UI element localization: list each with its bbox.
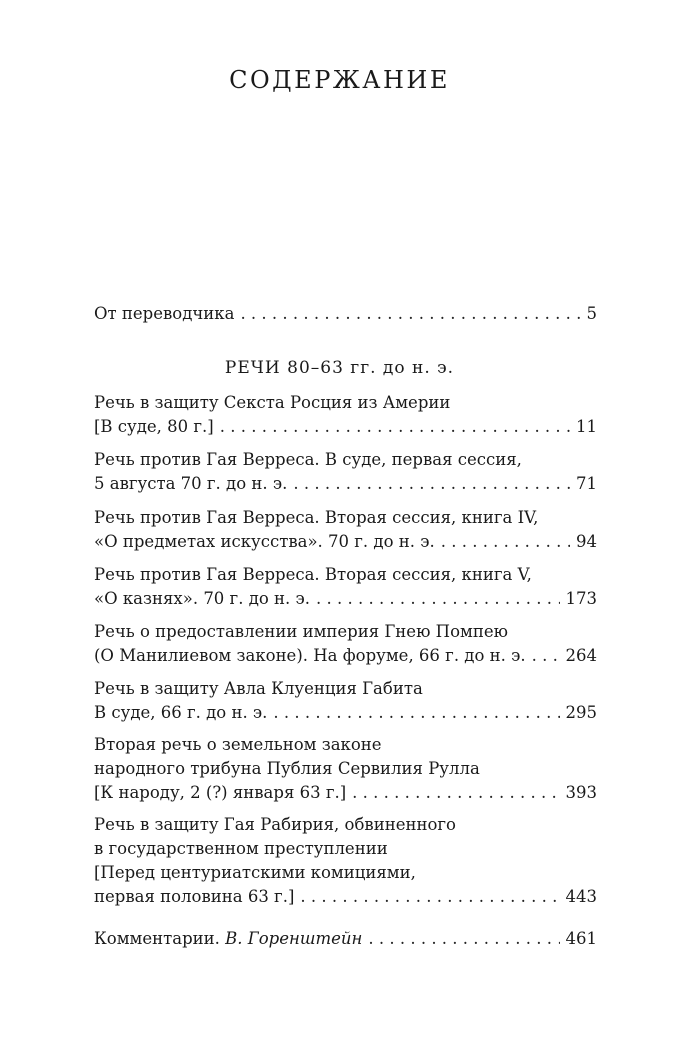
toc-page-number: 461 bbox=[565, 929, 597, 948]
toc-entry-title-line: Речь против Гая Верреса. Вторая сессия, книга V, bbox=[94, 565, 532, 584]
toc-entry-title-line: В суде, 66 г. до н. э. bbox=[94, 703, 268, 722]
toc-entry[interactable] bbox=[94, 733, 597, 805]
toc-page-number: 5 bbox=[586, 304, 597, 323]
toc-entry-title-line: Речь о предоставлении империя Гнею Помпею bbox=[94, 622, 508, 641]
commentary-label: Комментарии. bbox=[94, 929, 220, 948]
toc-page-number: 393 bbox=[565, 783, 597, 802]
toc-entry-title-line: Речь в защиту Секста Росция из Америи bbox=[94, 393, 451, 412]
toc-entry-title-line: в государственном преступлении bbox=[94, 839, 388, 858]
toc-page-number: 71 bbox=[576, 474, 597, 493]
toc-entry-title-line: «О казнях». 70 г. до н. э. bbox=[94, 589, 310, 608]
toc-entry-title-line: 5 августа 70 г. до н. э. bbox=[94, 474, 288, 493]
leader-dots bbox=[300, 885, 559, 909]
commentary-author: В. Горенштейн bbox=[225, 929, 363, 948]
leader-dots bbox=[273, 701, 559, 725]
toc-entry-title-line: Вторая речь о земельном законе bbox=[94, 735, 382, 754]
toc-entry-title-line: первая половина 63 г.] bbox=[94, 887, 295, 906]
toc-entry[interactable] bbox=[94, 813, 597, 909]
toc-page-number: 264 bbox=[565, 646, 597, 665]
leader-dots bbox=[293, 472, 570, 496]
toc-entry-translator-preface[interactable] bbox=[94, 302, 597, 326]
toc-entry-title-line: [К народу, 2 (?) января 63 г.] bbox=[94, 783, 347, 802]
toc-entry[interactable] bbox=[94, 620, 597, 668]
leader-dots bbox=[352, 781, 559, 805]
toc-entry-title-line: [Перед центуриатскими комициями, bbox=[94, 863, 416, 882]
leader-dots bbox=[441, 530, 570, 554]
page-title: СОДЕРЖАНИЕ bbox=[229, 66, 450, 94]
toc-entry-title: От переводчика bbox=[94, 304, 235, 323]
toc-page-number: 295 bbox=[565, 703, 597, 722]
toc-entry[interactable] bbox=[94, 391, 597, 439]
toc-entry[interactable] bbox=[94, 506, 597, 554]
toc-entry-commentary[interactable] bbox=[94, 927, 597, 951]
toc-entry-title bbox=[94, 927, 362, 951]
toc-entry[interactable] bbox=[94, 448, 597, 496]
toc-entry-title-line: Речь против Гая Верреса. Вторая сессия, книга IV, bbox=[94, 508, 539, 527]
leader-dots bbox=[240, 302, 580, 326]
toc-entry-title-line: Речь в защиту Авла Клуенция Габита bbox=[94, 679, 423, 698]
toc-entry-title-line: «О предметах искусства». 70 г. до н. э. bbox=[94, 532, 435, 551]
toc-entry-title-line: (О Манилиевом законе). На форуме, 66 г. до н. э. bbox=[94, 646, 526, 665]
section-heading: РЕЧИ 80–63 гг. до н. э. bbox=[224, 358, 455, 378]
toc-page-number: 173 bbox=[565, 589, 597, 608]
leader-dots bbox=[316, 587, 560, 611]
toc-entry-title-line: [В суде, 80 г.] bbox=[94, 417, 214, 436]
toc-page-number: 443 bbox=[565, 887, 597, 906]
toc-entry-title-line: народного трибуна Публия Сервилия Рулла bbox=[94, 759, 480, 778]
leader-dots bbox=[532, 644, 560, 668]
toc-entry[interactable] bbox=[94, 563, 597, 611]
toc-entry-title-line: Речь против Гая Верреса. В суде, первая сессия, bbox=[94, 450, 522, 469]
toc-page-number: 11 bbox=[576, 417, 597, 436]
toc-entry-title-line: Речь в защиту Гая Рабирия, обвиненного bbox=[94, 815, 456, 834]
toc-page-number: 94 bbox=[576, 532, 597, 551]
leader-dots bbox=[220, 415, 570, 439]
toc-entry[interactable] bbox=[94, 677, 597, 725]
leader-dots bbox=[368, 927, 559, 951]
